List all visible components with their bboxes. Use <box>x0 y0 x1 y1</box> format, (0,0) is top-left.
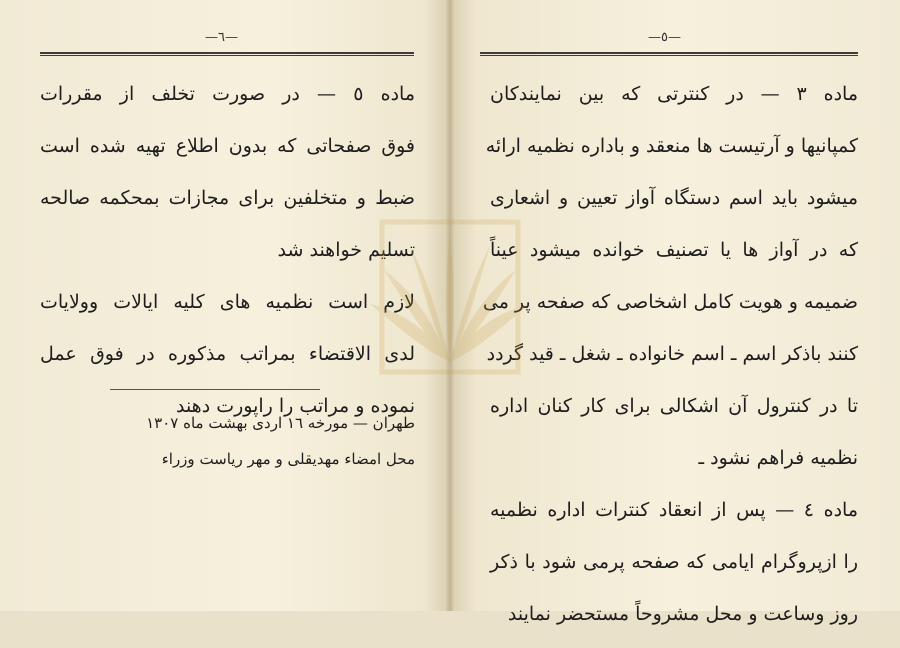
text-line: کنند باذکر اسم ـ اسم خانواده ـ شغل ـ قید گردد <box>486 343 858 365</box>
text-line: کمپانیها و آرتیست ها منعقد و باداره نظمیه ارائه <box>485 135 858 157</box>
text-line: ماده ٣ — در کنترتی که بین نمایندکان <box>490 83 858 105</box>
separator-line <box>110 389 320 390</box>
signature-line: محل امضاء مهدیقلی و مهر ریاست وزراء <box>161 450 415 468</box>
text-line: که در آواز ها یا تصنیف خوانده میشود عیناً <box>490 239 858 261</box>
page-number: —٥— <box>648 30 681 45</box>
date-line: طهران — مورخه ١٦ اردی بهشت ماه ١٣٠٧ <box>146 414 415 432</box>
text-line: ضبط و متخلفین برای مجازات بمحکمه صالحه <box>40 187 415 209</box>
text-line: نموده و مراتب را راپورت دهند <box>175 395 415 417</box>
header-rule <box>480 52 858 56</box>
text-line: تسلیم خواهند شد <box>277 239 415 261</box>
text-line: را ازپروگرام ایامی که صفحه پرمی شود با ذکر <box>490 551 858 573</box>
text-line: ضمیمه و هویت کامل اشخاصی که صفحه پر می <box>482 291 858 313</box>
text-line: میشود باید اسم دستگاه آواز تعیین و اشعاری <box>490 187 858 209</box>
text-line: لدی الاقتضاء بمراتب مذکوره در فوق عمل <box>40 343 415 365</box>
page-number: —٦— <box>205 30 238 45</box>
page-6 <box>0 0 448 611</box>
article-5-text <box>40 76 415 440</box>
text-line: فوق صفحاتی که بدون اطلاع تهیه شده است <box>40 135 415 157</box>
text-line: ماده ٥ — در صورت تخلف از مقررات <box>40 83 416 105</box>
page-5 <box>452 0 900 625</box>
signature-block <box>40 408 415 480</box>
text-line: تا در کنترول آن اشکالی برای کار کنان اداره <box>490 395 858 417</box>
article-3-text <box>482 76 858 648</box>
text-line: نظمیه فراهم نشود ـ <box>698 447 858 469</box>
text-line: روز وساعت و محل مشروحاً مستحضر نمایند <box>507 603 858 625</box>
header-rule <box>40 52 414 56</box>
text-line: لازم است نظمیه های کلیه ایالات وولایات <box>40 291 415 313</box>
text-line: ماده ٤ — پس از انعقاد کنترات اداره نظمیه <box>490 499 858 521</box>
